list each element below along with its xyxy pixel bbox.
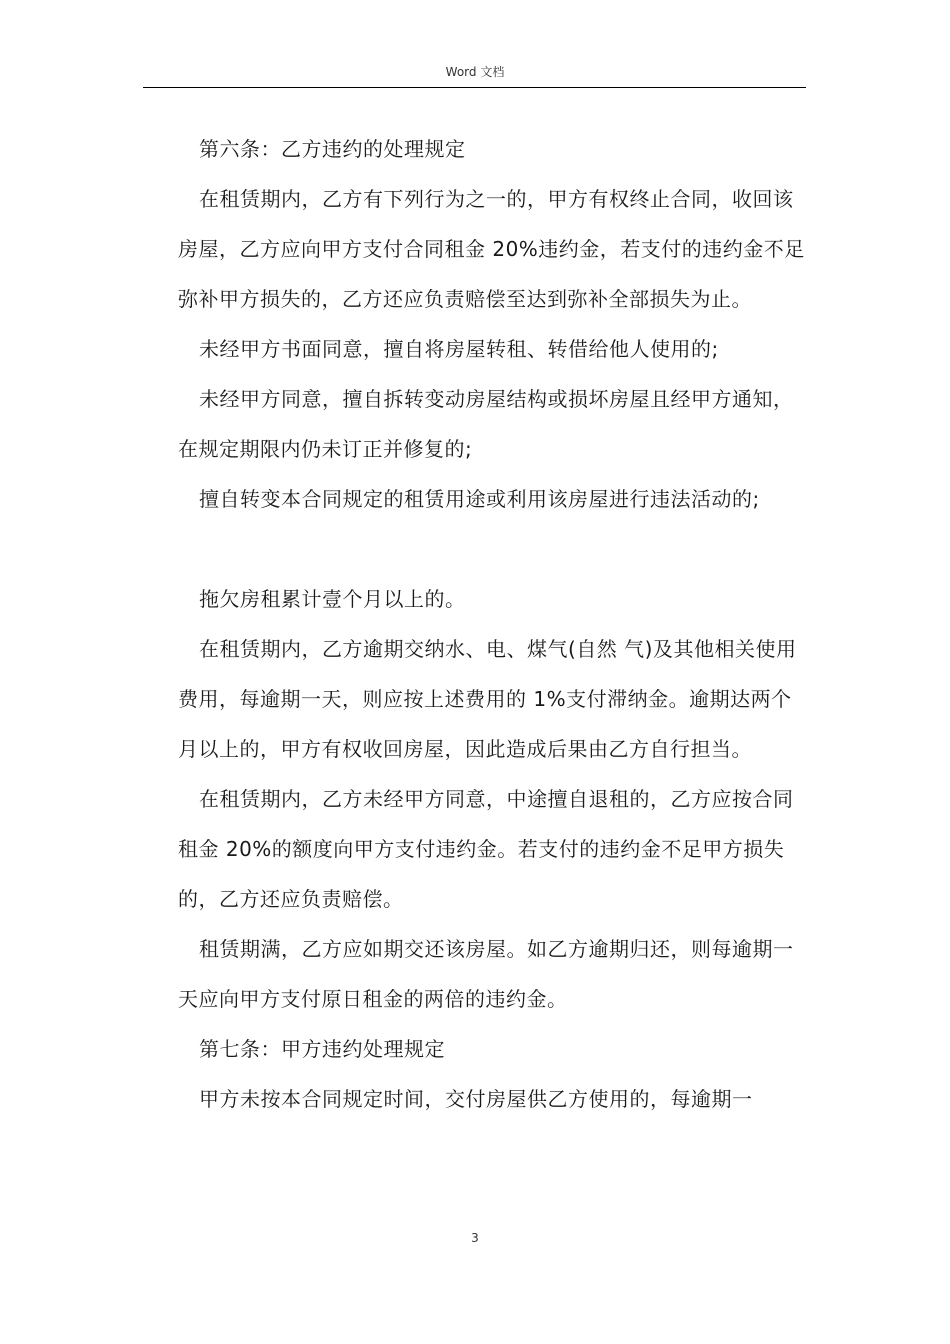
paragraph-utility-late-fee: 在租赁期内，乙方逾期交纳水、电、煤气(自然 气)及其他相关使用费用，每逾期一天，则应按上述费用的 1%支付滞纳金。逾期达两个月以上的，甲方有权收回房屋，因此造成后果由乙方自行担当。 (178, 637, 797, 761)
page-header: Word 文档 (445, 65, 505, 79)
paragraph-illegal-use-violation: 擅自转变本合同规定的租赁用途或利用该房屋进行违法活动的; (199, 487, 760, 511)
paragraph-sublet-violation: 未经甲方书面同意，擅自将房屋转租、转借给他人使用的; (199, 337, 719, 361)
paragraph-structure-violation: 未经甲方同意，擅自拆转变动房屋结构或损坏房屋且经甲方通知，在规定期限内仍未订正并修复的; (178, 387, 794, 461)
paragraph-rent-arrears: 拖欠房租累计壹个月以上的。 (199, 587, 466, 611)
document-body (178, 124, 808, 1124)
page-number: 3 (471, 1231, 479, 1245)
paragraph-termination-clause: 在租赁期内，乙方有下列行为之一的，甲方有权终止合同，收回该房屋，乙方应向甲方支付合同租金 20%违约金，若支付的违约金不足弥补甲方损失的，乙方还应负责赔偿至达到弥补全部损失为止。 (178, 187, 805, 311)
paragraph-overdue-return: 租赁期满，乙方应如期交还该房屋。如乙方逾期归还，则每逾期一天应向甲方支付原日租金的两倍的违约金。 (178, 937, 794, 1011)
paragraph-early-termination: 在租赁期内，乙方未经甲方同意，中途擅自退租的，乙方应按合同租金 20%的额度向甲方支付违约金。若支付的违约金不足甲方损失的，乙方还应负责赔偿。 (178, 787, 794, 911)
article-7-heading: 第七条：甲方违约处理规定 (199, 1037, 445, 1061)
article-6-heading: 第六条：乙方违约的处理规定 (199, 137, 466, 161)
paragraph-landlord-late-delivery: 甲方未按本合同规定时间，交付房屋供乙方使用的，每逾期一 (199, 1087, 753, 1111)
paragraph-gap (178, 524, 808, 574)
header-divider (143, 87, 806, 88)
